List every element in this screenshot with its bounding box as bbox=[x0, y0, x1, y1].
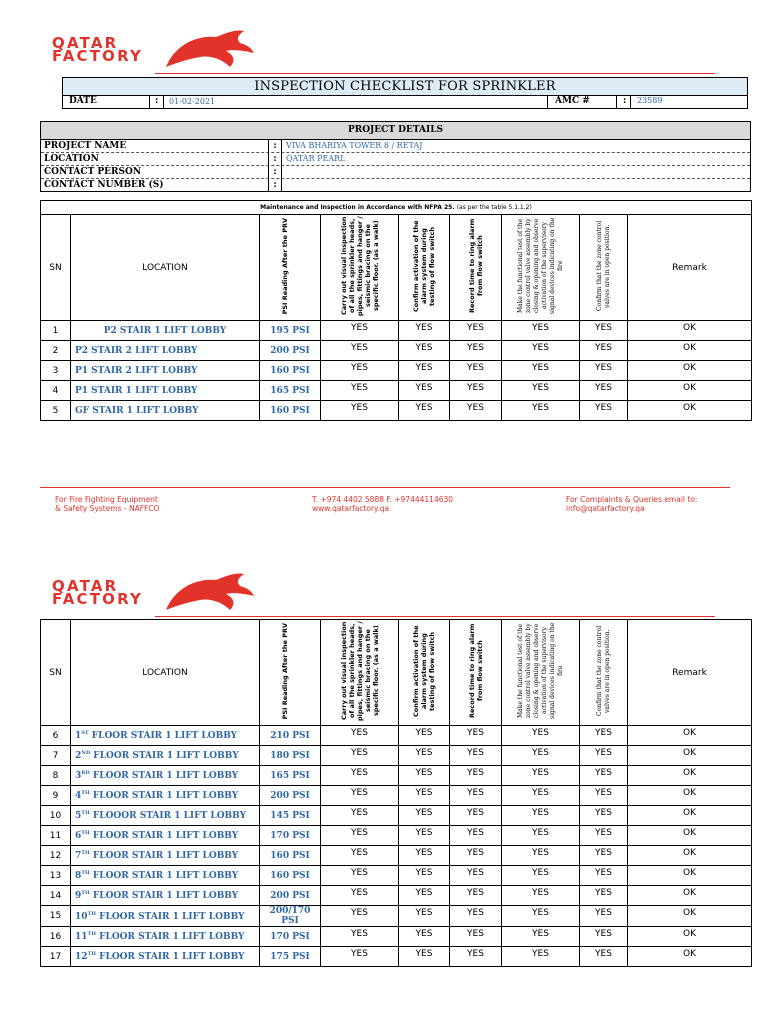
check-cell: YES bbox=[399, 361, 450, 381]
amc-colon: : bbox=[623, 96, 627, 106]
check-cell: YES bbox=[321, 726, 399, 746]
sn-cell: 7 bbox=[41, 746, 71, 766]
table-row bbox=[41, 947, 752, 967]
check-cell: YES bbox=[450, 927, 502, 947]
location-cell: 12TH FLOOR STAIR 1 LIFT LOBBY bbox=[71, 947, 260, 967]
check-cell: YES bbox=[502, 321, 580, 341]
table-row bbox=[41, 886, 752, 906]
check-cell: YES bbox=[399, 746, 450, 766]
sn-cell: 5 bbox=[41, 401, 71, 421]
location-cell: P2 STAIR 2 LIFT LOBBY bbox=[71, 341, 260, 361]
check-cell: YES bbox=[450, 746, 502, 766]
project-row: LOCATION : QATAR PEARL bbox=[41, 153, 750, 166]
check-cell: YES bbox=[502, 381, 580, 401]
project-details-heading: PROJECT DETAILS bbox=[41, 122, 750, 140]
remark-cell: OK bbox=[628, 341, 752, 361]
check-cell: YES bbox=[580, 806, 628, 826]
psi-cell: 195 PSI bbox=[260, 321, 321, 341]
dolphin-icon bbox=[164, 570, 256, 616]
check-cell: YES bbox=[450, 726, 502, 746]
check-cell: YES bbox=[580, 361, 628, 381]
sn-cell: 2 bbox=[41, 341, 71, 361]
location-cell: P1 STAIR 1 LIFT LOBBY bbox=[71, 381, 260, 401]
check-cell: YES bbox=[580, 381, 628, 401]
check-cell: YES bbox=[321, 927, 399, 947]
table-row bbox=[41, 906, 752, 927]
check-cell: YES bbox=[399, 766, 450, 786]
remark-cell: OK bbox=[628, 766, 752, 786]
check-cell: YES bbox=[502, 947, 580, 967]
location-cell: GF STAIR 1 LIFT LOBBY bbox=[71, 401, 260, 421]
sn-cell: 4 bbox=[41, 381, 71, 401]
check-cell: YES bbox=[399, 381, 450, 401]
check-cell: YES bbox=[502, 726, 580, 746]
table-row bbox=[41, 866, 752, 886]
table-row bbox=[41, 341, 752, 361]
remark-cell: OK bbox=[628, 866, 752, 886]
page-footer: For Fire Fighting Equipment & Safety Systems - NAFFCO T. +974 4402 5888 F. +97444114630 www.qatarfactory.qa For Complaints & Queries email to: info@qatarfactory.qa bbox=[55, 495, 698, 513]
project-row: CONTACT PERSON : bbox=[41, 166, 750, 179]
check-cell: YES bbox=[450, 806, 502, 826]
check-cell: YES bbox=[502, 341, 580, 361]
table-row bbox=[41, 726, 752, 746]
remark-cell: OK bbox=[628, 401, 752, 421]
check-cell: YES bbox=[450, 906, 502, 927]
check-cell: YES bbox=[502, 746, 580, 766]
psi-cell: 170 PSI bbox=[260, 826, 321, 846]
psi-cell: 160 PSI bbox=[260, 846, 321, 866]
check-cell: YES bbox=[502, 766, 580, 786]
location-cell: 10TH FLOOR STAIR 1 LIFT LOBBY bbox=[71, 906, 260, 927]
project-details bbox=[40, 121, 751, 192]
check-cell: YES bbox=[450, 786, 502, 806]
sn-cell: 6 bbox=[41, 726, 71, 746]
check-cell: YES bbox=[580, 401, 628, 421]
check-cell: YES bbox=[399, 321, 450, 341]
location-value: QATAR PEARL bbox=[286, 154, 346, 163]
location-cell: 3RD FLOOR STAIR 1 LIFT LOBBY bbox=[71, 766, 260, 786]
check-cell: YES bbox=[580, 846, 628, 866]
location-cell: 2ND FLOOR STAIR 1 LIFT LOBBY bbox=[71, 746, 260, 766]
table-row bbox=[41, 826, 752, 846]
check-cell: YES bbox=[399, 866, 450, 886]
sn-cell: 14 bbox=[41, 886, 71, 906]
remark-cell: OK bbox=[628, 726, 752, 746]
check-cell: YES bbox=[502, 846, 580, 866]
location-cell: 4TH FLOOR STAIR 1 LIFT LOBBY bbox=[71, 786, 260, 806]
remark-cell: OK bbox=[628, 947, 752, 967]
check-cell: YES bbox=[580, 726, 628, 746]
check-cell: YES bbox=[321, 886, 399, 906]
remark-cell: OK bbox=[628, 846, 752, 866]
amc-value: 23589 bbox=[637, 96, 663, 105]
check-cell: YES bbox=[450, 381, 502, 401]
check-cell: YES bbox=[399, 401, 450, 421]
check-cell: YES bbox=[450, 321, 502, 341]
project-name-value: VIVA BHARIYA TOWER 8 / RETAJ bbox=[286, 141, 423, 150]
check-cell: YES bbox=[502, 906, 580, 927]
sn-cell: 13 bbox=[41, 866, 71, 886]
remark-cell: OK bbox=[628, 927, 752, 947]
check-cell: YES bbox=[580, 866, 628, 886]
location-cell: 7TH FLOOR STAIR 1 LIFT LOBBY bbox=[71, 846, 260, 866]
location-cell: P1 STAIR 2 LIFT LOBBY bbox=[71, 361, 260, 381]
inspection-table-1 bbox=[40, 200, 752, 421]
table-row bbox=[41, 846, 752, 866]
check-cell: YES bbox=[580, 906, 628, 927]
table-row bbox=[41, 381, 752, 401]
check-cell: YES bbox=[399, 906, 450, 927]
psi-cell: 200 PSI bbox=[260, 786, 321, 806]
check-cell: YES bbox=[580, 826, 628, 846]
logo-line2: FACTORY bbox=[52, 47, 144, 65]
check-cell: YES bbox=[321, 866, 399, 886]
remark-cell: OK bbox=[628, 321, 752, 341]
check-cell: YES bbox=[450, 886, 502, 906]
check-cell: YES bbox=[450, 361, 502, 381]
remark-cell: OK bbox=[628, 826, 752, 846]
table-row bbox=[41, 766, 752, 786]
table-row bbox=[41, 786, 752, 806]
check-cell: YES bbox=[399, 947, 450, 967]
check-cell: YES bbox=[450, 866, 502, 886]
table-row bbox=[41, 361, 752, 381]
check-cell: YES bbox=[502, 886, 580, 906]
check-cell: YES bbox=[502, 806, 580, 826]
remark-cell: OK bbox=[628, 806, 752, 826]
column-header-row: SN LOCATION PSI Reading After the PRV Carry out visual inspection of all the sprinkler heads, pipes, fittings and hanger / seismic bracing on the specific floor. (as a walk) Confirm activation of the alarm system during testing of flow switch Record time to ring alarm from flow switch Make the functional test of the zone control valve assembly by closing & opening and observe activation of the supervisory signal devices indicating on the fire Confirm that the zone control valves are in open position. Remark bbox=[41, 620, 752, 726]
psi-cell: 160 PSI bbox=[260, 866, 321, 886]
check-cell: YES bbox=[321, 401, 399, 421]
check-cell: YES bbox=[580, 886, 628, 906]
remark-cell: OK bbox=[628, 361, 752, 381]
location-cell: 9TH FLOOR STAIR 1 LIFT LOBBY bbox=[71, 886, 260, 906]
remark-cell: OK bbox=[628, 906, 752, 927]
check-cell: YES bbox=[399, 886, 450, 906]
check-cell: YES bbox=[321, 806, 399, 826]
logo-line1: QATAR bbox=[52, 34, 119, 52]
check-cell: YES bbox=[580, 927, 628, 947]
check-cell: YES bbox=[321, 321, 399, 341]
amc-label: AMC # bbox=[555, 96, 590, 106]
check-cell: YES bbox=[450, 401, 502, 421]
psi-cell: 175 PSI bbox=[260, 947, 321, 967]
remark-cell: OK bbox=[628, 381, 752, 401]
date-label: DATE bbox=[69, 96, 97, 106]
check-cell: YES bbox=[450, 846, 502, 866]
psi-cell: 160 PSI bbox=[260, 361, 321, 381]
page-title: INSPECTION CHECKLIST FOR SPRINKLER bbox=[63, 78, 747, 96]
check-cell: YES bbox=[580, 746, 628, 766]
check-cell: YES bbox=[321, 361, 399, 381]
sn-cell: 17 bbox=[41, 947, 71, 967]
check-cell: YES bbox=[502, 866, 580, 886]
location-cell: 8TH FLOOR STAIR 1 LIFT LOBBY bbox=[71, 866, 260, 886]
psi-cell: 200 PSI bbox=[260, 886, 321, 906]
sn-cell: 15 bbox=[41, 906, 71, 927]
check-cell: YES bbox=[399, 341, 450, 361]
check-cell: YES bbox=[399, 927, 450, 947]
table-row bbox=[41, 401, 752, 421]
psi-cell: 160 PSI bbox=[260, 401, 321, 421]
check-cell: YES bbox=[399, 726, 450, 746]
inspection-table-2 bbox=[40, 619, 752, 967]
header-rule bbox=[155, 73, 715, 74]
check-cell: YES bbox=[502, 786, 580, 806]
check-cell: YES bbox=[399, 826, 450, 846]
remark-cell: OK bbox=[628, 746, 752, 766]
sn-cell: 8 bbox=[41, 766, 71, 786]
check-cell: YES bbox=[321, 826, 399, 846]
sn-cell: 16 bbox=[41, 927, 71, 947]
check-cell: YES bbox=[321, 947, 399, 967]
table-row bbox=[41, 321, 752, 341]
sn-cell: 10 bbox=[41, 806, 71, 826]
dolphin-icon bbox=[164, 27, 256, 73]
psi-cell: 180 PSI bbox=[260, 746, 321, 766]
psi-cell: 210 PSI bbox=[260, 726, 321, 746]
check-cell: YES bbox=[321, 906, 399, 927]
psi-cell: 200 PSI bbox=[260, 341, 321, 361]
location-cell: P2 STAIR 1 LIFT LOBBY bbox=[71, 321, 260, 341]
check-cell: YES bbox=[321, 846, 399, 866]
check-cell: YES bbox=[450, 826, 502, 846]
check-cell: YES bbox=[580, 947, 628, 967]
check-cell: YES bbox=[321, 746, 399, 766]
location-cell: 5TH FLOOOR STAIR 1 LIFT LOBBY bbox=[71, 806, 260, 826]
location-cell: 6TH FLOOR STAIR 1 LIFT LOBBY bbox=[71, 826, 260, 846]
nfpa-banner: Maintenance and Inspection in Accordance with NFPA 25. (as per the table 5.1.1.2) bbox=[41, 201, 752, 215]
remark-cell: OK bbox=[628, 786, 752, 806]
check-cell: YES bbox=[502, 361, 580, 381]
check-cell: YES bbox=[321, 381, 399, 401]
sn-cell: 12 bbox=[41, 846, 71, 866]
check-cell: YES bbox=[502, 927, 580, 947]
check-cell: YES bbox=[321, 341, 399, 361]
check-cell: YES bbox=[399, 846, 450, 866]
check-cell: YES bbox=[321, 786, 399, 806]
table-row bbox=[41, 927, 752, 947]
check-cell: YES bbox=[580, 321, 628, 341]
sn-cell: 11 bbox=[41, 826, 71, 846]
psi-cell: 165 PSI bbox=[260, 381, 321, 401]
date-value: 01-02-2021 bbox=[169, 97, 216, 106]
table-row bbox=[41, 806, 752, 826]
psi-cell: 145 PSI bbox=[260, 806, 321, 826]
check-cell: YES bbox=[502, 826, 580, 846]
header-rule bbox=[155, 616, 715, 617]
check-cell: YES bbox=[399, 806, 450, 826]
company-logo: QATAR FACTORY bbox=[52, 576, 257, 622]
project-row: PROJECT NAME : VIVA BHARIYA TOWER 8 / RETAJ bbox=[41, 140, 750, 153]
check-cell: YES bbox=[580, 341, 628, 361]
check-cell: YES bbox=[450, 947, 502, 967]
location-cell: 1ST FLOOR STAIR 1 LIFT LOBBY bbox=[71, 726, 260, 746]
remark-cell: OK bbox=[628, 886, 752, 906]
check-cell: YES bbox=[580, 786, 628, 806]
check-cell: YES bbox=[502, 401, 580, 421]
psi-cell: 200/170 PSI bbox=[260, 906, 321, 927]
sn-cell: 3 bbox=[41, 361, 71, 381]
check-cell: YES bbox=[399, 786, 450, 806]
project-row: CONTACT NUMBER (S) : bbox=[41, 179, 750, 192]
table-row bbox=[41, 746, 752, 766]
check-cell: YES bbox=[321, 766, 399, 786]
psi-cell: 165 PSI bbox=[260, 766, 321, 786]
check-cell: YES bbox=[450, 766, 502, 786]
sn-cell: 9 bbox=[41, 786, 71, 806]
checklist-header bbox=[62, 77, 748, 109]
column-header-row: SN LOCATION PSI Reading After the PRV Carry out visual inspection of all the sprinkler heads, pipes, fittings and hanger / seismic bracing on the specific floor. (as a walk) Confirm activation of the alarm system during testing of flow switch Record time to ring alarm from flow switch Make the functional test of the zone control valve assembly by closing & opening and observe activation of the supervisory signal devices indicating on the fire Confirm that the zone control valves are in open position. Remark bbox=[41, 215, 752, 321]
footer-rule bbox=[40, 487, 730, 488]
date-colon: : bbox=[155, 96, 159, 106]
check-cell: YES bbox=[580, 766, 628, 786]
location-cell: 11TH FLOOR STAIR 1 LIFT LOBBY bbox=[71, 927, 260, 947]
sn-cell: 1 bbox=[41, 321, 71, 341]
psi-cell: 170 PSI bbox=[260, 927, 321, 947]
check-cell: YES bbox=[450, 341, 502, 361]
